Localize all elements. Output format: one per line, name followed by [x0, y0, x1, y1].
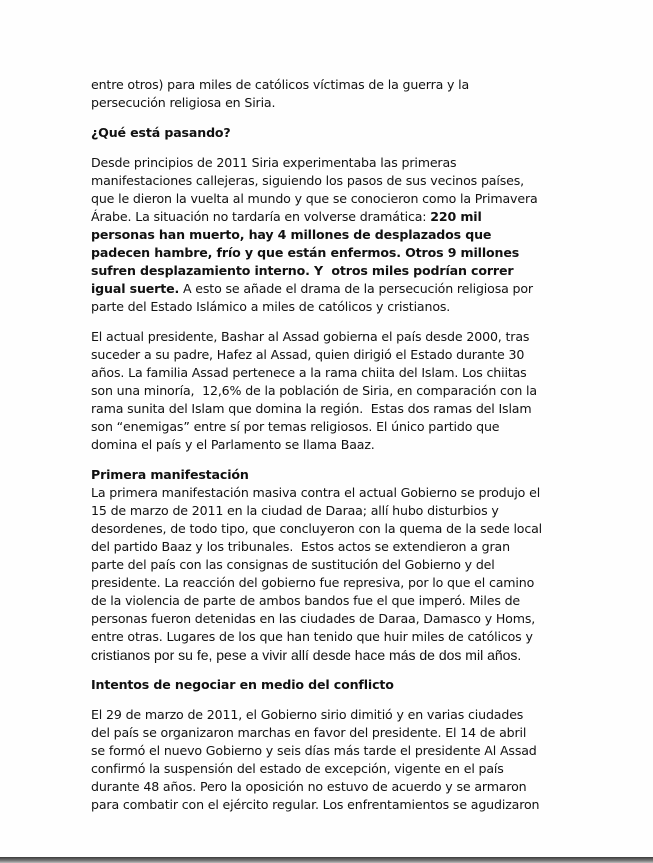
- text-line: se formó el nuevo Gobierno y seis días más tarde el presidente Al Assad: [91, 743, 537, 758]
- section2-paragraph: [91, 484, 571, 664]
- text-emphasis: igual suerte.: [91, 281, 180, 296]
- section1-paragraph1: [91, 154, 571, 316]
- text-line: que le dieron la vuelta al mundo y que se conocieron como la Primavera: [91, 191, 538, 206]
- text-line: durante 48 años. Pero la oposición no estuvo de acuerdo y se armaron: [91, 779, 527, 794]
- text-line: presidente. La reacción del gobierno fue represiva, por lo que el camino: [91, 575, 535, 590]
- paragraph-spacer: [91, 316, 571, 328]
- section3-paragraph: [91, 706, 571, 814]
- paragraph-spacer: [91, 664, 571, 676]
- text-line: parte del país con las consignas de sustitución del Gobierno y del: [91, 557, 495, 572]
- text-emphasis: 220 mil: [430, 209, 482, 224]
- text-line: del país se organizaron marchas en favor del presidente. El 14 de abril: [91, 725, 527, 740]
- text-line: Desde principios de 2011 Siria experimentaba las primeras: [91, 155, 457, 170]
- text-line: El actual presidente, Bashar al Assad gobierna el país desde 2000, tras: [91, 329, 530, 344]
- intro-paragraph: [91, 76, 571, 112]
- text-line: desordenes, de todo tipo, que concluyeron con la quema de la sede local: [91, 521, 543, 536]
- text-line: [91, 280, 571, 298]
- text-line: son “enemigas” entre sí por temas religiosos. El único partido que: [91, 419, 500, 434]
- text-line: cristianos por su fe, pese a vivir allí desde hace más de dos mil años.: [91, 647, 522, 663]
- text-line: personas fueron detenidas en las ciudades de Daraa, Damasco y Homs,: [91, 611, 536, 626]
- text-line: 15 de marzo de 2011 en la ciudad de Daraa; allí hubo disturbios y: [91, 503, 499, 518]
- text-line: rama sunita del Islam que domina la región. Estas dos ramas del Islam: [91, 401, 532, 416]
- text-line: de la violencia de parte de ambos bandos fue el que imperó. Miles de: [91, 593, 521, 608]
- page-edge-shadow: [0, 857, 653, 863]
- text-line: [91, 208, 571, 226]
- text-line: son una minoría, 12,6% de la población de Siria, en comparación con la: [91, 383, 537, 398]
- text-line: parte del Estado Islámico a miles de católicos y cristianos.: [91, 299, 451, 314]
- text-line: entre otros) para miles de católicos víctimas de la guerra y la: [91, 77, 470, 92]
- section1-paragraph2: [91, 328, 571, 454]
- text-line: años. La familia Assad pertenece a la rama chiita del Islam. Los chiitas: [91, 365, 527, 380]
- text-line: domina el país y el Parlamento se llama Baaz.: [91, 437, 375, 452]
- text-normal: Árabe. La situación no tardaría en volverse dramática:: [91, 209, 431, 224]
- section-heading-primera-manifestacion: Primera manifestación: [91, 467, 249, 482]
- text-line-emphasis: sufren desplazamiento interno. Y otros miles podrían correr: [91, 263, 514, 278]
- text-line: La primera manifestación masiva contra el actual Gobierno se produjo el: [91, 485, 541, 500]
- document-body: [91, 76, 571, 814]
- text-line-emphasis: padecen hambre, frío y que están enfermos. Otros 9 millones: [91, 245, 520, 260]
- paragraph-spacer: [91, 112, 571, 124]
- paragraph-spacer: [91, 454, 571, 466]
- paragraph-spacer: [91, 694, 571, 706]
- paragraph-spacer: [91, 142, 571, 154]
- text-line: El 29 de marzo de 2011, el Gobierno sirio dimitió y en varias ciudades: [91, 707, 524, 722]
- text-line: persecución religiosa en Siria.: [91, 95, 276, 110]
- section-heading-intentos-de-negociar: Intentos de negociar en medio del conflicto: [91, 677, 394, 692]
- text-line-emphasis: personas han muerto, hay 4 millones de desplazados que: [91, 227, 492, 242]
- text-line: del partido Baaz y los tribunales. Estos actos se extendieron a gran: [91, 539, 510, 554]
- text-line: manifestaciones callejeras, siguiendo los pasos de sus vecinos países,: [91, 173, 524, 188]
- text-line: para combatir con el ejército regular. Los enfrentamientos se agudizaron: [91, 797, 540, 812]
- text-line: entre otras. Lugares de los que han tenido que huir miles de católicos y: [91, 629, 533, 644]
- text-line: confirmó la suspensión del estado de excepción, vigente en el país: [91, 761, 504, 776]
- text-normal: A esto se añade el drama de la persecución religiosa por: [179, 281, 533, 296]
- text-line: suceder a su padre, Hafez al Assad, quien dirigió el Estado durante 30: [91, 347, 525, 362]
- section-heading-que-esta-pasando: ¿Qué está pasando?: [91, 125, 231, 140]
